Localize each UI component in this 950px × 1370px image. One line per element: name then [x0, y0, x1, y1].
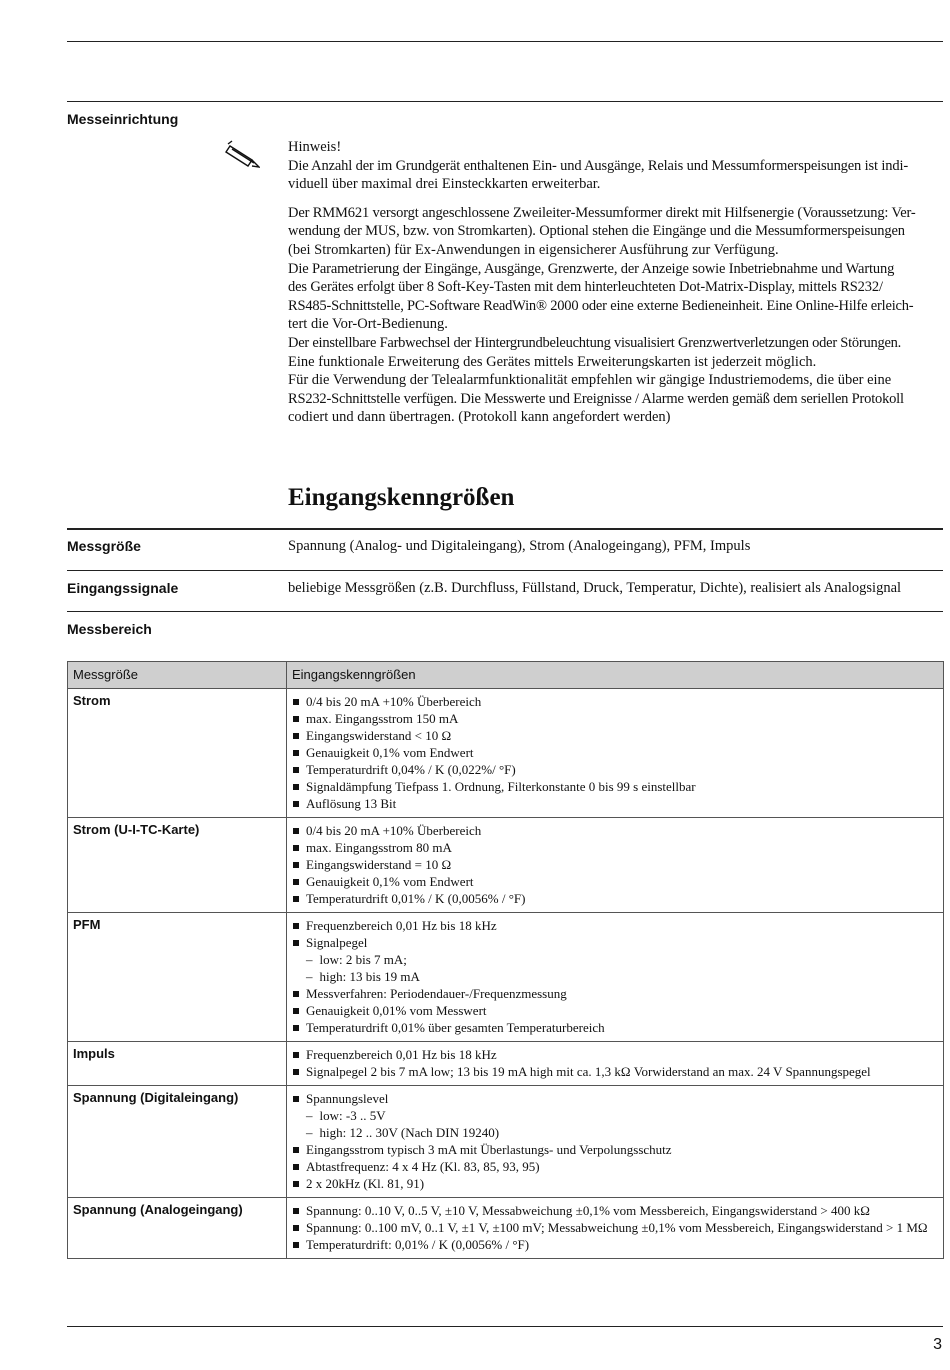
- bullet-item: [292, 1046, 938, 1063]
- item-text: Messverfahren: Periodendauer-/Frequenzmessung: [306, 986, 567, 1001]
- messbereich-table: [67, 661, 944, 1259]
- section-title-rule: [67, 528, 943, 530]
- bullet-item: [292, 1158, 938, 1175]
- item-text: Auflösung 13 Bit: [306, 796, 397, 811]
- item-text: Signalpegel: [306, 935, 368, 950]
- item-text: Temperaturdrift 0,01% über gesamten Temperaturbereich: [306, 1020, 605, 1035]
- table-row: [68, 1086, 944, 1198]
- para-line: (bei Stromkarten) für Ex-Anwendungen in eigensicherer Ausführung zur Verfügung.: [288, 241, 779, 258]
- row-values-cell: [287, 689, 944, 818]
- para-line: RS232-Schnittstelle verfügen. Die Messwerte und Ereignisse / Alarme werden gemäß dem seriellen Protokoll: [288, 390, 904, 407]
- bullet-item: [292, 795, 938, 812]
- item-text: 2 x 20kHz (Kl. 81, 91): [306, 1176, 425, 1191]
- dash-marker: –: [306, 952, 313, 967]
- value-list: [292, 1202, 938, 1253]
- item-text: Frequenzbereich 0,01 Hz bis 18 kHz: [306, 918, 497, 933]
- dash-marker: –: [306, 969, 313, 984]
- table-row: [68, 1198, 944, 1259]
- dash-sub-item: [292, 968, 938, 985]
- label-eingangssignale: Eingangssignale: [67, 580, 179, 596]
- item-text: max. Eingangsstrom 80 mA: [306, 840, 452, 855]
- row-values-cell: [287, 1086, 944, 1198]
- bullet-item: [292, 1219, 938, 1236]
- row-values-cell: [287, 1198, 944, 1259]
- top-rule: [67, 41, 943, 42]
- dash-sub-item: [292, 1107, 938, 1124]
- item-text: Eingangswiderstand < 10 Ω: [306, 728, 452, 743]
- bullet-item: [292, 917, 938, 934]
- divider-messbereich: [67, 611, 943, 612]
- bullet-item: [292, 1090, 938, 1107]
- bullet-item: [292, 693, 938, 710]
- bullet-item: [292, 934, 938, 951]
- item-text: Spannung: 0..10 V, 0..5 V, ±10 V, Messabweichung ±0,1% vom Messbereich, Eingangswiderstand > 400 kΩ: [306, 1203, 870, 1218]
- item-text: Frequenzbereich 0,01 Hz bis 18 kHz: [306, 1047, 497, 1062]
- dash-marker: –: [306, 1125, 313, 1140]
- divider-eingangssignale: [67, 570, 943, 571]
- value-list: [292, 1090, 938, 1192]
- bullet-item: [292, 710, 938, 727]
- row-values-cell: [287, 1042, 944, 1086]
- item-text: high: 13 bis 19 mA: [319, 969, 420, 984]
- bullet-item: [292, 1202, 938, 1219]
- bullet-item: [292, 744, 938, 761]
- messeinrichtung-text: [288, 138, 943, 427]
- item-text: 0/4 bis 20 mA +10% Überbereich: [306, 823, 482, 838]
- bullet-item: [292, 1236, 938, 1253]
- value-list: [292, 693, 938, 812]
- bullet-item: [292, 856, 938, 873]
- label-messgroesse: Messgröße: [67, 538, 141, 554]
- item-text: Spannung: 0..100 mV, 0..1 V, ±1 V, ±100 mV; Messabweichung ±0,1% vom Messbereich, Eingangswiderstand > 1 MΩ: [306, 1220, 928, 1235]
- para-line: Eine funktionale Erweiterung des Gerätes mittels Erweiterungskarten ist jederzeit möglich.: [288, 353, 817, 370]
- para-line: Die Parametrierung der Eingänge, Ausgänge, Grenzwerte, der Anzeige sowie Inbetriebnahme und Wartung: [288, 260, 895, 277]
- item-text: Eingangswiderstand = 10 Ω: [306, 857, 452, 872]
- item-text: Signaldämpfung Tiefpass 1. Ordnung, Filterkonstante 0 bis 99 s einstellbar: [306, 779, 696, 794]
- para-line: codiert und dann übertragen. (Protokoll kann angefordert werden): [288, 409, 671, 426]
- item-text: Genauigkeit 0,1% vom Endwert: [306, 874, 474, 889]
- item-text: 0/4 bis 20 mA +10% Überbereich: [306, 694, 482, 709]
- row-name-cell: Spannung (Analogeingang): [68, 1198, 287, 1259]
- table-row: [68, 1042, 944, 1086]
- label-messeinrichtung: Messeinrichtung: [67, 111, 179, 127]
- value-list: [292, 1046, 938, 1080]
- row-name-cell: Strom: [68, 689, 287, 818]
- bullet-item: [292, 1019, 938, 1036]
- hint-line: viduell über maximal drei Einsteckkarten erweiterbar.: [288, 176, 601, 193]
- bottom-rule: [67, 1326, 943, 1327]
- bullet-item: [292, 1175, 938, 1192]
- bullet-item: [292, 727, 938, 744]
- item-text: Temperaturdrift: 0,01% / K (0,0056% / °F): [306, 1237, 530, 1252]
- row-values-cell: [287, 818, 944, 913]
- bullet-item: [292, 839, 938, 856]
- para-line: wendung der MUS, bzw. von Stromkarten). Optional stehen die Eingänge und die Messumformerspeisungen: [288, 223, 905, 240]
- row-name-cell: PFM: [68, 913, 287, 1042]
- item-text: Temperaturdrift 0,04% / K (0,022%/ °F): [306, 762, 516, 777]
- pencil-note-icon: [222, 140, 260, 170]
- para-line: RS485-Schnittstelle, PC-Software ReadWin® 2000 oder eine externe Bedieneinheit. Eine Online-Hilfe erleich-: [288, 297, 914, 314]
- bullet-item: [292, 890, 938, 907]
- para-line: des Gerätes erfolgt über 8 Soft-Key-Tasten mit dem hinterleuchteten Dot-Matrix-Display, mittels RS232/: [288, 279, 883, 296]
- item-text: Genauigkeit 0,01% vom Messwert: [306, 1003, 487, 1018]
- dash-sub-item: [292, 1124, 938, 1141]
- item-text: Eingangsstrom typisch 3 mA mit Überlastungs- und Verpolungsschutz: [306, 1142, 672, 1157]
- item-text: Temperaturdrift 0,01% / K (0,0056% / °F): [306, 891, 526, 906]
- row-name-cell: Strom (U-I-TC-Karte): [68, 818, 287, 913]
- para-line: Der einstellbare Farbwechsel der Hintergrundbeleuchtung visualisiert Grenzwertverletzungen oder Störungen.: [288, 334, 902, 351]
- hint-title: Hinweis!: [288, 139, 342, 155]
- messgroesse-text: Spannung (Analog- und Digitaleingang), Strom (Analogeingang), PFM, Impuls: [288, 538, 751, 554]
- dash-sub-item: [292, 951, 938, 968]
- para-line: Der RMM621 versorgt angeschlossene Zweileiter-Messumformer direkt mit Hilfsenergie (Voraussetzung: Ver-: [288, 204, 916, 221]
- bullet-item: [292, 822, 938, 839]
- section-title: Eingangskenngrößen: [288, 484, 515, 511]
- bullet-item: [292, 873, 938, 890]
- bullet-item: [292, 1141, 938, 1158]
- item-text: Signalpegel 2 bis 7 mA low; 13 bis 19 mA high mit ca. 1,3 kΩ Vorwiderstand an max. 24 V Spannungspegel: [306, 1064, 871, 1079]
- page-number: 3: [933, 1336, 942, 1353]
- table-header-cell: Messgröße: [68, 662, 287, 689]
- table-header-cell: Eingangskenngrößen: [287, 662, 944, 689]
- label-messbereich: Messbereich: [67, 621, 152, 637]
- row-values-cell: [287, 913, 944, 1042]
- bullet-item: [292, 1063, 938, 1080]
- para-line: tert die Vor-Ort-Bedienung.: [288, 316, 448, 333]
- divider-messeinrichtung: [67, 101, 943, 102]
- dash-marker: –: [306, 1108, 313, 1123]
- table-header-row: [68, 662, 944, 689]
- item-text: Abtastfrequenz: 4 x 4 Hz (Kl. 83, 85, 93, 95): [306, 1159, 540, 1174]
- item-text: low: 2 bis 7 mA;: [319, 952, 407, 967]
- bullet-item: [292, 985, 938, 1002]
- para-line: Für die Verwendung der Telealarmfunktionalität empfehlen wir gängige Industriemodems, die über eine: [288, 372, 892, 389]
- item-text: Spannungslevel: [306, 1091, 389, 1106]
- row-name-cell: Spannung (Digitaleingang): [68, 1086, 287, 1198]
- bullet-item: [292, 761, 938, 778]
- item-text: low: -3 .. 5V: [319, 1108, 386, 1123]
- table-row: [68, 689, 944, 818]
- item-text: high: 12 .. 30V (Nach DIN 19240): [319, 1125, 500, 1140]
- item-text: Genauigkeit 0,1% vom Endwert: [306, 745, 474, 760]
- item-text: max. Eingangsstrom 150 mA: [306, 711, 459, 726]
- hint-line: Die Anzahl der im Grundgerät enthaltenen Ein- und Ausgänge, Relais und Messumformerspeisungen ist indi-: [288, 157, 908, 174]
- bullet-item: [292, 1002, 938, 1019]
- table-row: [68, 913, 944, 1042]
- row-name-cell: Impuls: [68, 1042, 287, 1086]
- table-row: [68, 818, 944, 913]
- value-list: [292, 822, 938, 907]
- bullet-item: [292, 778, 938, 795]
- eingangssignale-text: beliebige Messgrößen (z.B. Durchfluss, Füllstand, Druck, Temperatur, Dichte), realisiert als Analogsignal: [288, 580, 902, 596]
- value-list: [292, 917, 938, 1036]
